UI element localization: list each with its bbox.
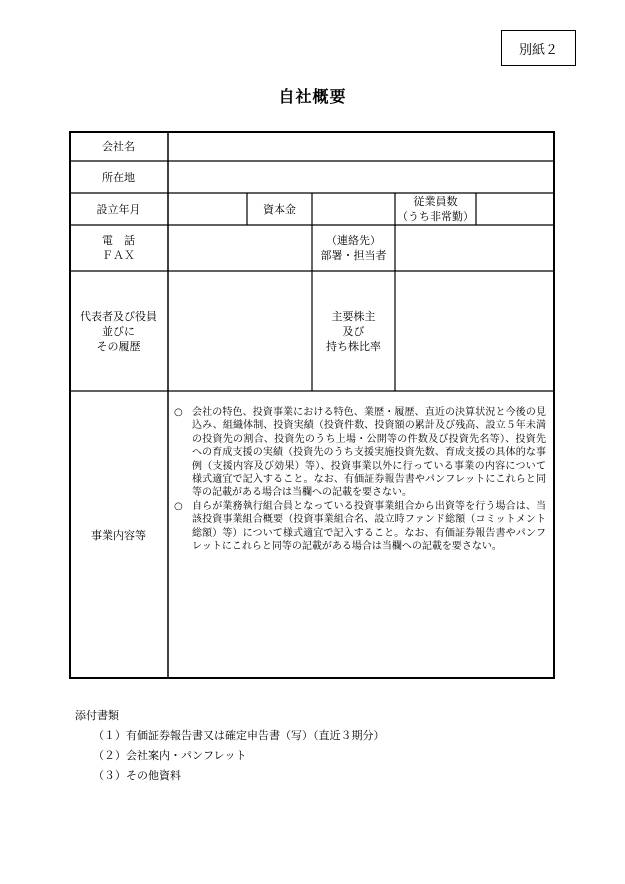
shareholders-field[interactable] [395,271,554,391]
employees-label [395,193,476,225]
employees-sub-text: （うち非常勤） [397,210,474,223]
address-label: 所在地 [102,170,135,184]
company-name-label: 会社名 [102,139,135,153]
page-title: 自社概要 [278,87,347,106]
contact-field[interactable] [395,225,554,271]
shareholders-label-line3: 持ち株比率 [326,339,381,353]
rep-label-line2: 並びに [102,324,135,338]
phone-label: 電 話 [102,234,135,247]
business-item-text: 会社の特色、投資事業における特色、業歴・履歴、直近の決算状況と今後の見込み、組織体制、投資実績（投資件数、投資額の累計及び残高、設立５年未満の投資先の割合、投資先のうち上場・公開等の件数及び投資先名等）、投資先への育成支援の実績（投資先のうち支援実施投資先数、育成支援の具体的な事例（支援内容及び効果）等）、投資事業以外に行っている事業の内容について様式適宜で記入すること。なお、有価証券報告書やパンフレットにこれらと同等の記載がある場合は当欄への記載を要さない。 [192,407,546,499]
attachments-heading: 添付書類 [75,709,119,722]
shareholders-label-line2: 及び [342,324,365,338]
company-overview-form [69,131,555,679]
business-item-2 [174,500,546,554]
contact-label [312,225,395,271]
established-field[interactable] [169,193,247,225]
company-name-field[interactable] [169,131,554,161]
representatives-field[interactable] [169,271,312,391]
rep-label-line1: 代表者及び役員 [80,309,157,323]
circle-bullet-icon: ○ [174,500,183,512]
representatives-label [69,271,168,391]
attachments-section [75,706,385,786]
attachment-item: （２）会社案内・パンフレット [93,749,247,762]
established-label: 設立年月 [96,202,141,216]
shareholders-label [312,271,395,391]
contact-sub-text: 部署・担当者 [320,249,387,262]
circle-bullet-icon: ○ [174,407,183,418]
address-field[interactable] [169,161,554,193]
rep-label-line3: その履歴 [96,339,141,353]
capital-field[interactable] [312,193,395,225]
business-item-1 [174,406,546,500]
attachment-item: （３）その他資料 [93,769,181,782]
attachment-item: （１）有価証券報告書又は確定申告書（写）（直近３期分） [93,729,385,742]
employees-field[interactable] [476,193,554,225]
shareholders-label-line1: 主要株主 [331,309,376,323]
business-description[interactable] [174,406,546,553]
fax-label: ＦＡＸ [102,249,135,262]
phone-fax-label [69,225,168,271]
business-label: 事業内容等 [91,528,146,542]
phone-fax-field[interactable] [169,225,312,271]
annex-label: 別紙２ [501,30,576,66]
capital-label: 資本金 [263,202,296,216]
contact-label-text: （連絡先） [326,234,381,247]
business-item-text: 自らが業務執行組合員となっている投資事業組合から出資等を行う場合は、当該投資事業組合概要（投資事業組合名、設立時ファンド総額（コミットメント総額）等）について様式適宜で記入すること。なお、有価証券報告書やパンフレットにこれらと同等の記載がある場合は当欄への記載を要さない。 [192,500,546,553]
employees-label-text: 従業員数 [413,195,458,208]
